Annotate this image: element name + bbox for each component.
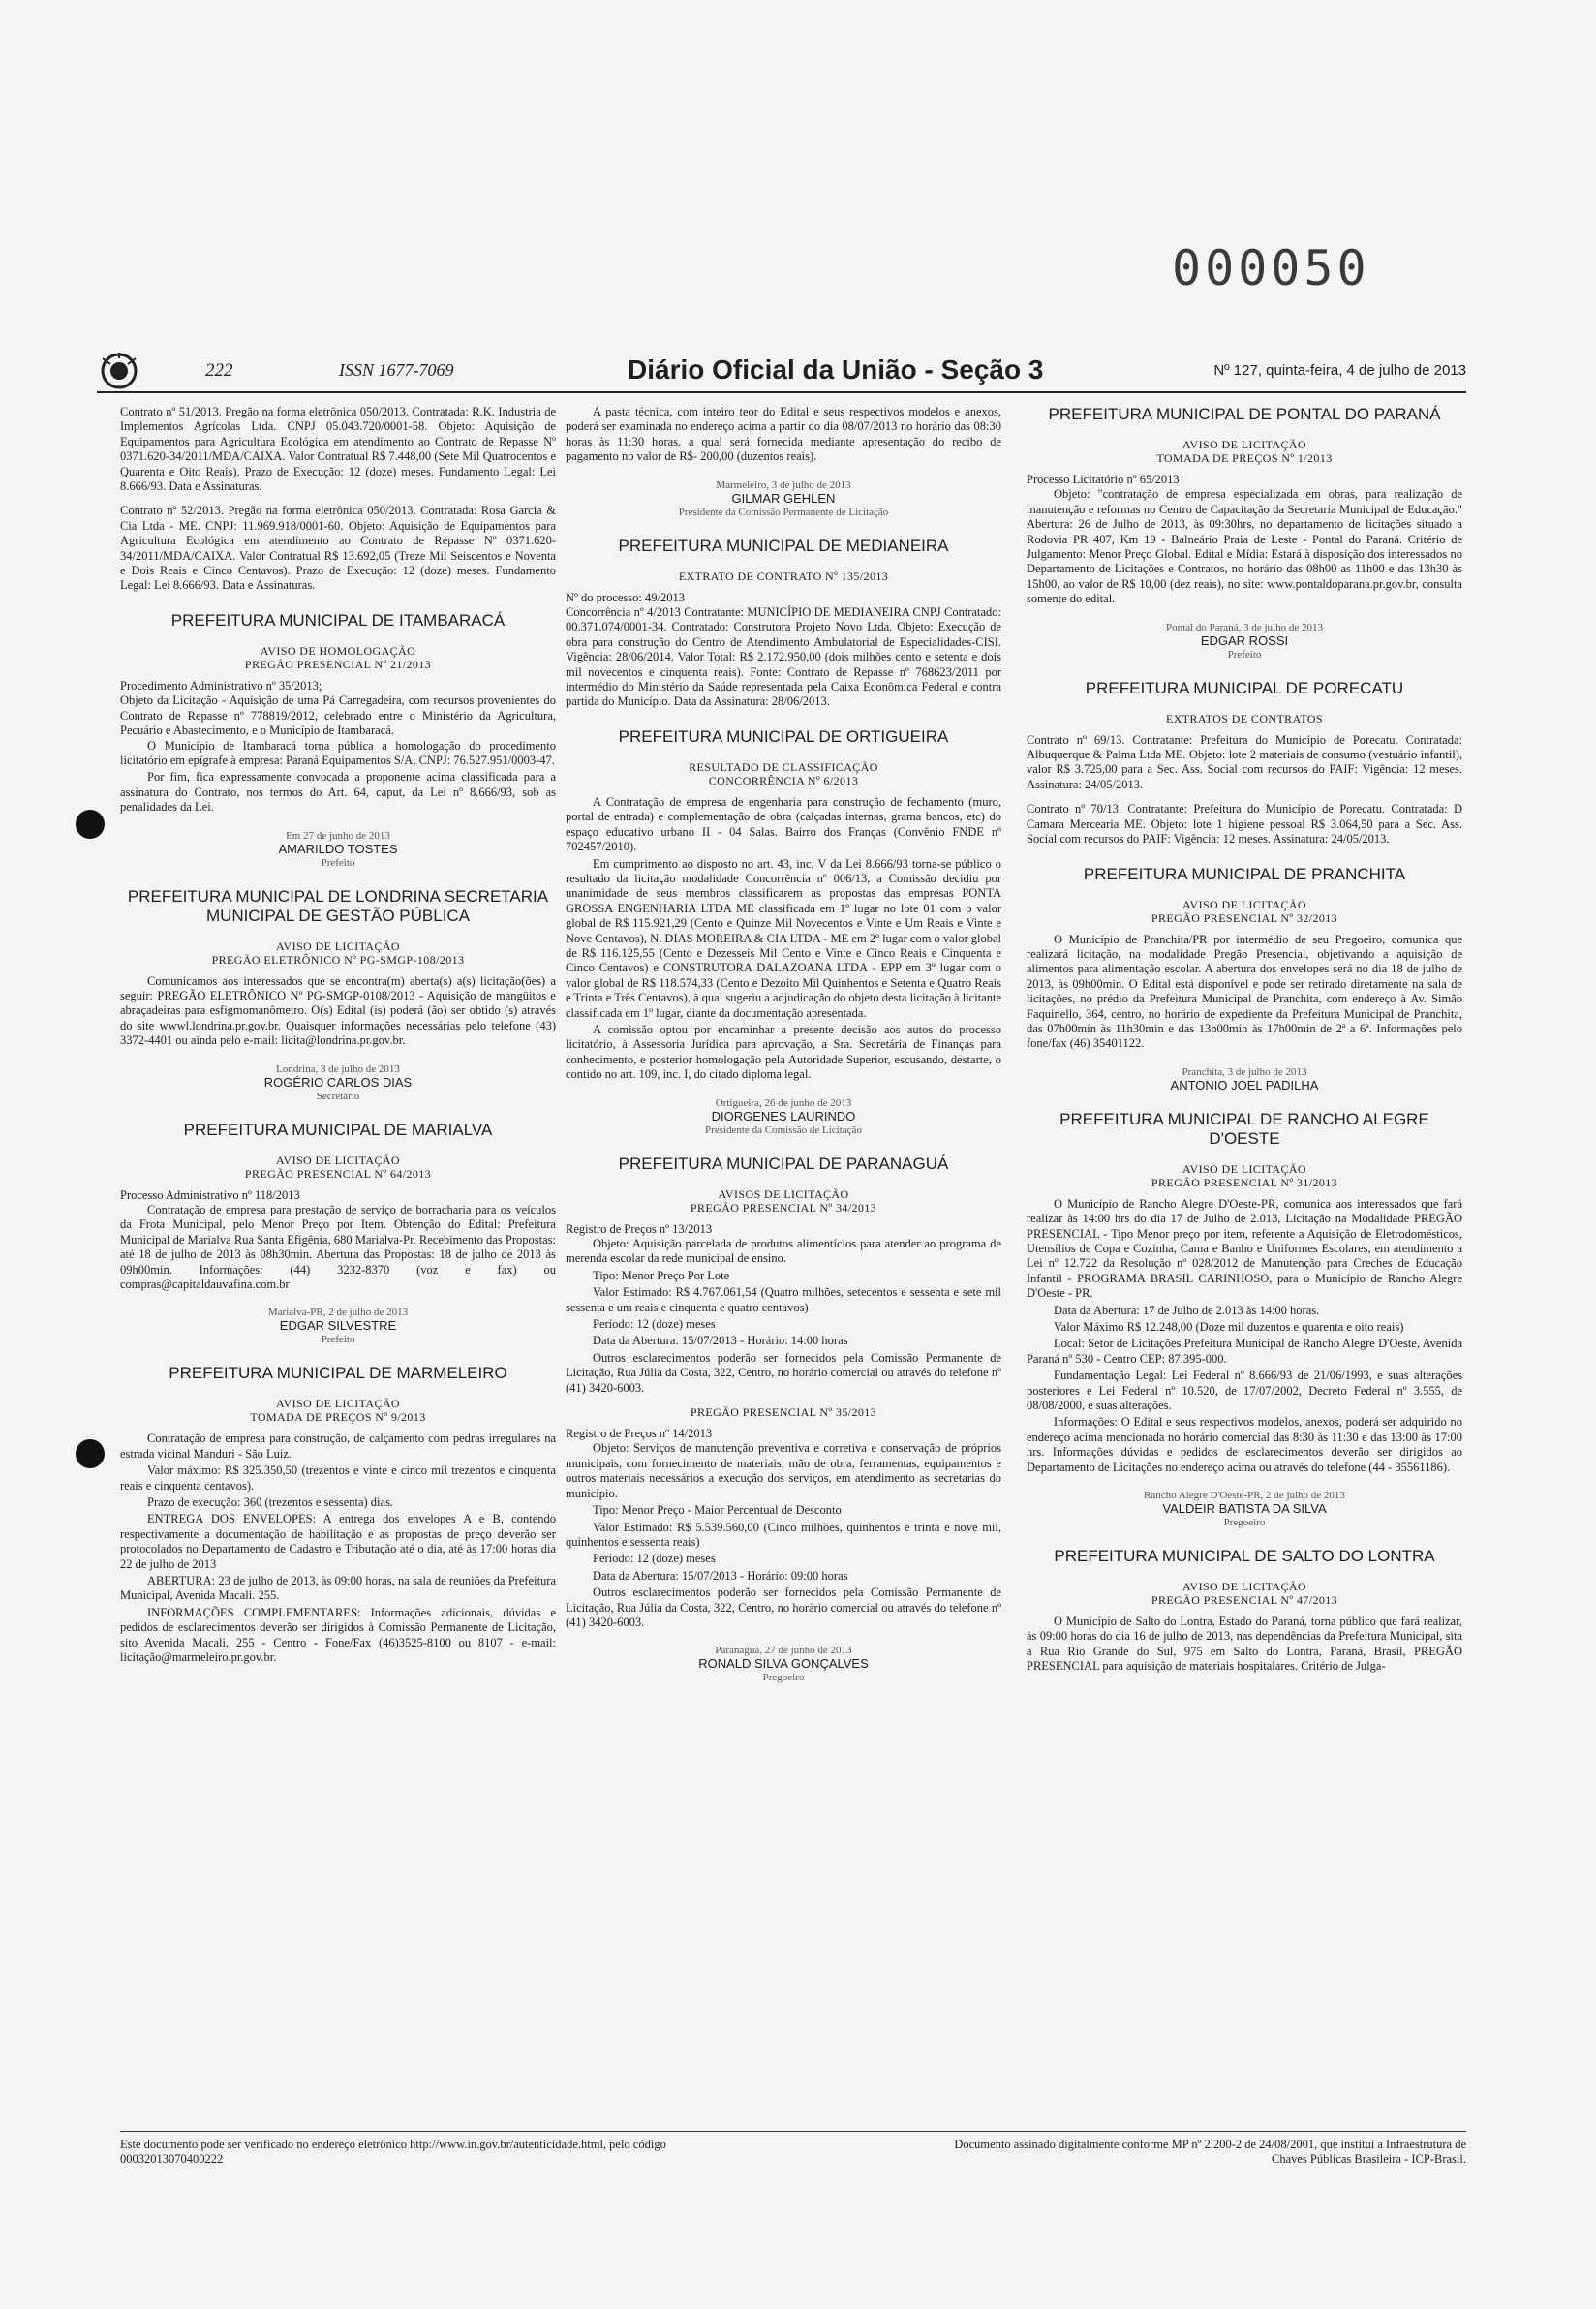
page-number: 222 — [205, 360, 233, 381]
paragraph: Processo Administrativo nº 118/2013 — [120, 1187, 300, 1202]
paragraph: Data da Abertura: 17 de Julho de 2.013 às 14:00 horas. — [1054, 1303, 1320, 1317]
section-title-pranchita: PREFEITURA MUNICIPAL DE PRANCHITA — [1083, 864, 1406, 883]
notice-heading: AVISO DE LICITAÇÃO PREGÃO PRESENCIAL Nº 64/2013 — [244, 1153, 432, 1181]
paragraph: Procedimento Administrativo nº 35/2013; — [120, 678, 322, 693]
signature-block: Paranaguá, 27 de junho de 2013 RONALD SILVA GONÇALVES Pregoeiro — [698, 1645, 869, 1684]
signature-block: Ortigueira, 26 de junho de 2013 DIORGENES LAURINDO Presidente da Comissão de Licitação — [705, 1096, 862, 1136]
paragraph: Fundamentação Legal: Lei Federal nº 8.666/93 de 21/06/1993, e suas alterações posteriores e Lei Federal nº 10.520, de 17/07/2002, Decreto Federal nº 3.555, de 08/08/2000, e suas alterações. — [1027, 1369, 1462, 1413]
paragraph: Contratação de empresa para prestação de serviço de borracharia para os veículos da Frota Municipal, pelo Menor Preço por Item. Obtenção do Edital: Prefeitura Municipal de Marialva Rua Santa Efigênia, 680 Marialva-Pr. Recebimento das Propostas: até 18 de julho de 2013 às 08h30min. Abertura das Propostas: 18 de julho de 2013 às 09h00min. Informações: (44) 3232-8370 (voz e fax) ou compras@capitaldauvafina.com.br — [120, 1202, 556, 1291]
signature-block: Em 27 de junho de 2013 AMARILDO TOSTES Prefeito — [278, 829, 398, 869]
column-1 — [120, 405, 556, 1668]
section-title-marmeleiro: PREFEITURA MUNICIPAL DE MARMELEIRO — [169, 1364, 507, 1383]
paragraph: Objeto: Aquisição parcelada de produtos alimentícios para atender ao programa de merenda escolar da rede municipal de ensino. — [566, 1237, 1001, 1266]
section-title-pontal: PREFEITURA MUNICIPAL DE PONTAL DO PARANÁ — [1048, 405, 1441, 423]
paragraph: Outros esclarecimentos poderão ser fornecidos pela Comissão Permanente de Licitação, Rua Júlia da Costa, 322, Centro, no horário comercial ou através do telefone nº (41) 3420-6003. — [566, 1586, 1001, 1629]
notice-heading: AVISO DE LICITAÇÃO PREGÃO PRESENCIAL Nº 47/2013 — [1151, 1580, 1338, 1608]
notice-heading: AVISO DE LICITAÇÃO PREGÃO ELETRÔNICO Nº PG-SMGP-108/2013 — [211, 939, 465, 967]
paragraph: Em cumprimento ao disposto no art. 43, inc. V da Lei 8.666/93 torna-se público o resultado da licitação modalidade Concorrência nº 006/13, a Comissão decidiu por unanimidade de seus membros classificarem as propostas das empresas PONTA GROSSA ENGENHARIA LTDA ME classificada em 1º lugar no lote 01 com o valor global de R$ 115.921,29 (Cento e Quinze Mil Novecentos e Vinte e Um Reais e Vinte e Nove Centavos), N. DIAS MOREIRA & CIA LTDA - ME em 2º lugar com o valor global de R$ 116.125,55 (Cento e Dezesseis Mil Cento e Vinte e Cinco Reais e Cinquenta e Cinco Centavos) e CONSTRUTORA DALAZOANA LTDA - EPP em 3º lugar com o valor global de R$ 118.574,33 (Cento e Dezoito Mil Quinhentos e Setenta e Quatro Reais e Trinta e Três Centavos), à qual sugeriu a adjudicação do objeto desta licitação à licitante classificada em 1º lugar, diante da documentação apresentada. — [566, 856, 1001, 1020]
contract-51: Contrato nº 51/2013. Pregão na forma eletrônica 050/2013. Contratada: R.K. Industria de Implementos Agrícolas Ltda. CNPJ 05.043.720/0001-58. Objeto: Aquisição de Equipamentos para Agricultura Ecológica em atendimento ao Contrato de Repasse Nº 0371.620-34/2011/MDA/CAIXA. Valor Contratual R$ 7.448,00 (Sete Mil Quatrocentos e Quarenta e Oito Reais). Prazo de Execução: 12 (doze) meses. Fundamento Legal: Lei 8.666/93. Data e Assinaturas. — [120, 405, 556, 494]
paragraph: Prazo de execução: 360 (trezentos e sessenta) dias. — [147, 1495, 394, 1510]
notice-heading: AVISO DE LICITAÇÃO PREGÃO PRESENCIAL Nº 32/2013 — [1151, 897, 1338, 925]
page-stamp-number: 000050 — [1172, 240, 1370, 296]
paragraph: O Município de Pranchita/PR por intermédio de seu Pregoeiro, comunica que realizará licitação, na modalidade Pregão Presencial, objetivando a aquisição de alimentos para alimentação escolar. A abertura dos envelopes será no dia 18 de julho de 2013, às 09h00min. O Edital está disponível e pode ser retirado diretamente na sala de licitações, no prédio da Prefeitura Municipal de Pranchita, com endereço à Av. Simão Faquinello, 364, centro, no horário de expediente da Prefeitura Municipal de Pranchita, das 07h00min às 11h30min e das 13h00min às 17h00min de 2ª a 6ª. Informações pelo fone/fax (46) 35401122. — [1027, 932, 1462, 1051]
notice-heading: PREGÃO PRESENCIAL Nº 35/2013 — [690, 1405, 877, 1420]
signature-block: Pranchita, 3 de julho de 2013 ANTONIO JOEL PADILHA — [1170, 1065, 1319, 1093]
paragraph: ABERTURA: 23 de julho de 2013, às 09:00 horas, na sala de reuniões da Prefeitura Municipal, Avenida Macali. 255. — [120, 1574, 556, 1603]
section-title-salto-do-lontra: PREFEITURA MUNICIPAL DE SALTO DO LONTRA — [1054, 1547, 1435, 1566]
signature-block: Pontal do Paraná, 3 de julho de 2013 EDGAR ROSSI Prefeito — [1166, 621, 1323, 661]
paragraph: A Contratação de empresa de engenharia para construção de fechamento (muro, portal de entrada) e complementação de obra (calçadas internas, grama bancos, etc) do espaço educativo urbano II - 04 Salas. Bairro dos Franças (Convênio FNDE nº 702457/2010). — [566, 794, 1001, 854]
paragraph: Data da Abertura: 15/07/2013 - Horário: 09:00 horas — [593, 1568, 848, 1583]
section-title-marialva: PREFEITURA MUNICIPAL DE MARIALVA — [183, 1120, 493, 1139]
paragraph: Concorrência nº 4/2013 Contratante: MUNICÍPIO DE MEDIANEIRA CNPJ Contratado: 00.371.074/0001-34. Contratado: Construtora Projeto Novo Ltda. Objeto: Execução de obra para construção do Centro de Atendimento Ambulatorial de Especialidades-CISI. Vigência: 28/06/2014. Valor Total: R$ 2.172.950,00 (dois milhões cento e setenta e dois mil novecentos e cinquenta reais). Fonte: Contrato de Repasse nº 768623/2011 por intermédio do Ministério da Saúde representada pela Caixa Econômica Federal e contra partida do Município. Data da Assinatura: 28/06/2013. — [566, 605, 1001, 709]
paragraph: Contrato nº 69/13. Contratante: Prefeitura do Município de Porecatu. Contratada: Albuquerque & Palma Ltda ME. Objeto: lote 2 materiais de consumo (vestuário infantil), valor R$ 3.725,00 para a Sec. Ass. Social com recursos do PAIF: Vigência: 12 meses. Assinatura: 24/05/2013. — [1027, 732, 1462, 791]
paragraph: Contrato nº 70/13. Contratante: Prefeitura do Município de Porecatu. Contratada: D Camara Mercearia ME. Objeto: lote 1 higiene pessoal R$ 3.064,50 para a Sec. Ass. Social com recursos do PAIF: Vigência: 12 meses. Assinatura: 24/05/2013. — [1027, 802, 1462, 847]
notice-heading: AVISO DE LICITAÇÃO PREGÃO PRESENCIAL Nº 31/2013 — [1151, 1161, 1338, 1189]
paragraph: Objeto: Serviços de manutenção preventiva e corretiva e conservação de próprios municipais, com fornecimento de materiais, mão de obra, ferramentas, equipamentos e outros materiais necessários a execução dos serviços, em atendimento as secretarias do município. — [566, 1441, 1001, 1500]
verification-note: Este documento pode ser verificado no endereço eletrônico http://www.in.gov.br/autenticidade.html, pelo código 00032013070400222 — [120, 2138, 666, 2166]
paragraph: Processo Licitatório nº 65/2013 — [1027, 473, 1180, 486]
punch-hole-icon — [76, 1439, 105, 1468]
signature-block: Marmeleiro, 3 de julho de 2013 GILMAR GEHLEN Presidente da Comissão Permanente de Licitação — [678, 478, 889, 518]
journal-title: Diário Oficial da União - Seção 3 — [628, 354, 1044, 385]
paragraph: Valor Máximo R$ 12.248,00 (Doze mil duzentos e quarenta e oito reais) — [1054, 1320, 1404, 1334]
paragraph: INFORMAÇÕES COMPLEMENTARES: Informações adicionais, dúvidas e pedidos de esclarecimentos deverão ser dirigidos à Comissão Permanente de Licitação, sito Avenida Macali, 255 - Centro - Fone/Fax (46)3525-8100 ou 8107 - e-mail: licitação@marmeleiro.pr.gov.br. — [120, 1605, 556, 1665]
paragraph: Tipo: Menor Preço - Maior Percentual de Desconto — [593, 1503, 842, 1518]
paragraph: A comissão optou por encaminhar a presente decisão aos autos do processo licitatório, à Assessoria Jurídica para aprovação, a Sra. Secretária de Finanças para conhecimento, e posterior homologação pela Autoridade Superior, escusando, destarte, o contido no art. 109, inc. I, do citado diploma legal. — [566, 1022, 1001, 1082]
paragraph: Valor máximo: R$ 325.350,50 (trezentos e vinte e cinco mil trezentos e cinquenta reais e cinquenta centavos). — [120, 1463, 556, 1493]
section-title-paranagua: PREFEITURA MUNICIPAL DE PARANAGUÁ — [618, 1154, 949, 1173]
paragraph: Valor Estimado: R$ 4.767.061,54 (Quatro milhões, setecentos e sessenta e sete mil sessenta e um reais e cinquenta e quatro centavos) — [566, 1285, 1001, 1314]
paragraph: O Município de Itambaracá torna pública a homologação do procedimento licitatório em epígrafe à empresa: Paraná Equipamentos S/A, CNPJ: 76.527.951/0003-47. — [120, 738, 556, 767]
issn-label: ISSN 1677-7069 — [339, 360, 454, 380]
paragraph: Objeto da Licitação - Aquisição de uma Pá Carregadeira, com recursos provenientes do Contrato de Repasse nº 778819/2012, celebrado entre o Ministério da Agricultura, Pecuário e Abastecimento, e o Município de Itambaracá. — [120, 693, 556, 738]
section-title-londrina: PREFEITURA MUNICIPAL DE LONDRINA SECRETARIA MUNICIPAL DE GESTÃO PÚBLICA — [127, 886, 549, 925]
notice-heading: RESULTADO DE CLASSIFICAÇÃO CONCORRÊNCIA Nº 6/2013 — [689, 759, 878, 787]
paragraph: Registro de Preços nº 14/2013 — [566, 1427, 713, 1441]
punch-hole-icon — [76, 810, 105, 839]
paragraph: Por fim, fica expressamente convocada a proponente acima classificada para a assinatura do Contrato, nos termos do Art. 64, caput, da Lei nº 8.666/93, sob as penalidades da Lei. — [120, 770, 556, 815]
notice-heading: EXTRATO DE CONTRATO Nº 135/2013 — [678, 569, 889, 583]
paragraph: O Município de Salto do Lontra, Estado do Paraná, torna público que fará realizar, às 09:00 horas do dia 16 de julho de 2013, nas dependências da Prefeitura Municipal, sita a Rua Rio Grande do Sul, 975 em Salto do Lontra, Paraná, Brasil, PREGÃO PRESENCIAL para aquisição de materiais hospitalares. Critério de Julga- — [1027, 1615, 1462, 1674]
contract-52: Contrato nº 52/2013. Pregão na forma eletrônica 050/2013. Contratada: Rosa Garcia & Cia Ltda - ME. CNPJ: 11.969.918/0001-60. Objeto: Aquisição de Equipamentos para Agricultura Ecológica em atendimento ao Contrato de Repasse Nº 0371.620-34/2011/MDA/CAIXA. Valor Contratual R$ 13.692,05 (Treze Mil Seiscentos e Noventa e Dois Reais e Cinco Centavos). Prazo de Execução: 12 (doze) meses. Fundamento Legal: Lei 8.666/93. Data e Assinaturas. — [120, 504, 556, 593]
notice-heading: AVISO DE LICITAÇÃO TOMADA DE PREÇOS Nº 1/2013 — [1156, 438, 1333, 465]
notice-heading: AVISO DE HOMOLOGAÇÃO PREGÃO PRESENCIAL Nº 21/2013 — [244, 643, 432, 671]
section-title-porecatu: PREFEITURA MUNICIPAL DE PORECATU — [1085, 678, 1404, 697]
page-footer — [120, 2131, 1466, 2166]
notice-heading: AVISO DE LICITAÇÃO TOMADA DE PREÇOS Nº 9/2013 — [250, 1397, 426, 1425]
paragraph: ENTREGA DOS ENVELOPES: A entrega dos envelopes A e B, contendo respectivamente a documentação de habilitação e as propostas de preço deverão ser protocolados no Departamento de Cadastro e Tributação até o dia, até às 17:00 horas dia 22 de julho de 2013 — [120, 1512, 556, 1571]
paragraph: Período: 12 (doze) meses — [593, 1552, 716, 1566]
paragraph: Informações: O Edital e seus respectivos modelos, anexos, poderá ser adquirido no endereço acima mencionada no horário comercial das 8:30 às 11:30 e das 13:00 às 17:00 hrs. Informações dúvidas e pedidos de esclarecimentos deverão ser dirigidos ao Departamento de Licitações no endereço acima ou através do telefone (44 - 35561186). — [1027, 1415, 1462, 1474]
signature-block: Rancho Alegre D'Oeste-PR, 2 de julho de 2013 VALDEIR BATISTA DA SILVA Pregoeiro — [1144, 1490, 1345, 1529]
section-title-ortigueira: PREFEITURA MUNICIPAL DE ORTIGUEIRA — [618, 726, 949, 746]
paragraph: O Município de Rancho Alegre D'Oeste-PR, comunica aos interessados que fará realizar às 14:00 hrs do dia 17 de Julho de 2.013, Licitação na Modalidade PREGÃO PRESENCIAL - Tipo Menor preço por item, referente a Aquisição de Eletrodomésticos, Utensílios de Copa e Cozinha, Cama e Banho e Uniformes Escolares, em atendimento a Lei nº 12.722 da Resolução nº 028/2012 de Manutenção para Creches de Educação Infantil - PROGRAMA BRASIL CARINHOSO, para o Município de Rancho Alegre D'Oeste - PR. — [1027, 1196, 1462, 1301]
notice-heading: AVISOS DE LICITAÇÃO PREGÃO PRESENCIAL Nº 34/2013 — [690, 1186, 877, 1215]
signature-block: Londrina, 3 de julho de 2013 ROGÉRIO CARLOS DIAS Secretário — [263, 1062, 413, 1102]
coat-of-arms-icon — [97, 351, 141, 391]
section-title-rancho-alegre: PREFEITURA MUNICIPAL DE RANCHO ALEGRE D'OESTE — [1059, 1109, 1429, 1148]
signature-block: Marialva-PR, 2 de julho de 2013 EDGAR SILVESTRE Prefeito — [267, 1307, 409, 1346]
paragraph: Tipo: Menor Preço Por Lote — [593, 1268, 730, 1282]
paragraph: Local: Setor de Licitações Prefeitura Municipal de Rancho Alegre D'Oeste, Avenida Paraná nº 530 - Centro CEP: 87.395-000. — [1027, 1337, 1462, 1366]
paragraph: Objeto: "contratação de empresa especializada em obras, para realização de manutenção e reformas no Centro de Capacitação da Secretaria Municipal de Educação." Abertura: 26 de Julho de 2013, às 09:30hrs, no departamento de licitações situado a Rodovia PR 407, Km 19 - Balneário Praia de Leste - Pontal do Paraná. Critério de Julgamento: Menor Preço Global. Edital e Mídia: Estará à disposição dos interessados no Departamento de Licitações e Contratos, no horário das 08h00 as 11h00 e das 13h30 às 15h00, ao valor de R$ 10,00 (dez reais), no site: www.pontaldoparana.pr.gov.br, consulta somente do edital. — [1027, 487, 1462, 606]
paragraph: Valor Estimado: R$ 5.539.560,00 (Cinco milhões, quinhentos e trinta e nove mil, quinhentos e sessenta reais) — [566, 1520, 1001, 1549]
paragraph: Período: 12 (doze) meses — [593, 1317, 716, 1332]
column-3 — [1027, 405, 1462, 1677]
notice-heading: EXTRATOS DE CONTRATOS — [1166, 711, 1323, 725]
paragraph: Registro de Preços nº 13/2013 — [566, 1221, 713, 1236]
paragraph: Contratação de empresa para construção, de calçamento com pedras irregulares na estrada vicinal Manduri - São Luiz. — [120, 1432, 556, 1461]
page-header — [97, 351, 1466, 393]
paragraph: Outros esclarecimentos poderão ser fornecidos pela Comissão Permanente de Licitação, Rua Júlia da Costa, 322, Centro, no horário comercial ou através do telefone nº (41) 3420-6003. — [566, 1350, 1001, 1395]
issue-number-date: Nº 127, quinta-feira, 4 de julho de 2013 — [1213, 362, 1466, 379]
digital-signature-note: Documento assinado digitalmente conforme MP nº 2.200-2 de 24/08/2001, que institui a Infraestrutura de Chaves Públicas Brasileira - ICP-Brasil. — [954, 2138, 1466, 2166]
paragraph: A pasta técnica, com inteiro teor do Edital e seus respectivos modelos e anexos, poderá ser examinada no endereço acima a partir do dia 08/07/2013 no horário das 08:30 horas às 11:30 horas, a qual será fornecida mediante apresentação do recibo de pagamento no valor de R$- 200,00 (duzentos reais). — [566, 405, 1001, 464]
section-title-medianeira: PREFEITURA MUNICIPAL DE MEDIANEIRA — [618, 536, 949, 555]
paragraph: Nº do processo: 49/2013 — [566, 590, 685, 604]
section-title-itambaraca: PREFEITURA MUNICIPAL DE ITAMBARACÁ — [170, 610, 506, 630]
column-2 — [566, 405, 1001, 1690]
paragraph: Data da Abertura: 15/07/2013 - Horário: 14:00 horas — [593, 1334, 848, 1348]
paragraph: Comunicamos aos interessados que se encontra(m) aberta(s) a(s) licitação(ões) a seguir: PREGÃO ELETRÔNICO Nº PG-SMGP-0108/2013 - Aquisição de mangüitos e abraçadeiras para esfigmomanômetro. O(s) Edital (is) poderá (ão) ser obtido (s) através do site wwwl.londrina.pr.gov.br. Quaisquer informações necessárias pelo telefone (43) 3372-4401 ou ainda pelo e-mail: licita@londrina.pr.gov.br. — [120, 973, 556, 1048]
